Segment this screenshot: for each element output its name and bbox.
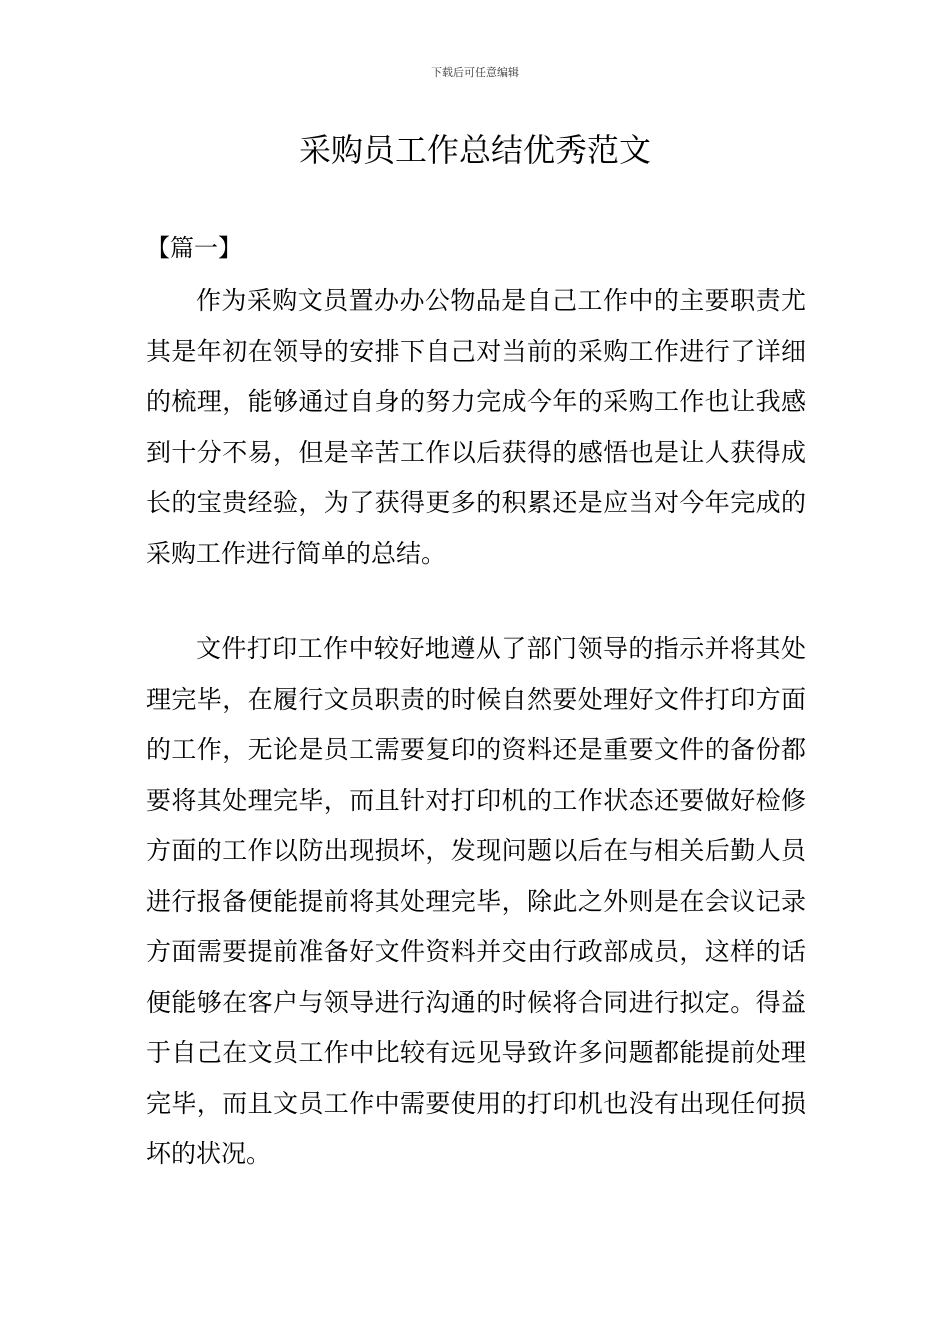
header-note: 下载后可任意编辑 <box>431 66 519 79</box>
document-title: 采购员工作总结优秀范文 <box>298 131 651 169</box>
paragraph-1: 作为采购文员置办办公物品是自己工作中的主要职责尤其是年初在领导的安排下自己对当前的采购工作进行了详细的梳理，能够通过自身的努力完成今年的采购工作也让我感到十分不易，但是辛苦工作以后获得的感悟也是让人获得成长的宝贵经验，为了获得更多的积累还是应当对今年完成的采购工作进行简单的总结。 <box>146 286 806 568</box>
section-label: 【篇一】 <box>146 234 242 262</box>
paragraph-2: 文件打印工作中较好地遵从了部门领导的指示并将其处理完毕，在履行文员职责的时候自然要处理好文件打印方面的工作，无论是员工需要复印的资料还是重要文件的备份都要将其处理完毕，而且针对打印机的工作状态还要做好检修方面的工作以防出现损坏，发现问题以后在与相关后勤人员进行报备便能提前将其处理完毕，除此之外则是在会议记录方面需要提前准备好文件资料并交由行政部成员，这样的话便能够在客户与领导进行沟通的时候将合同进行拟定。得益于自己在文员工作中比较有远见导致许多问题都能提前处理完毕，而且文员工作中需要使用的打印机也没有出现任何损坏的状况。 <box>146 634 806 1168</box>
